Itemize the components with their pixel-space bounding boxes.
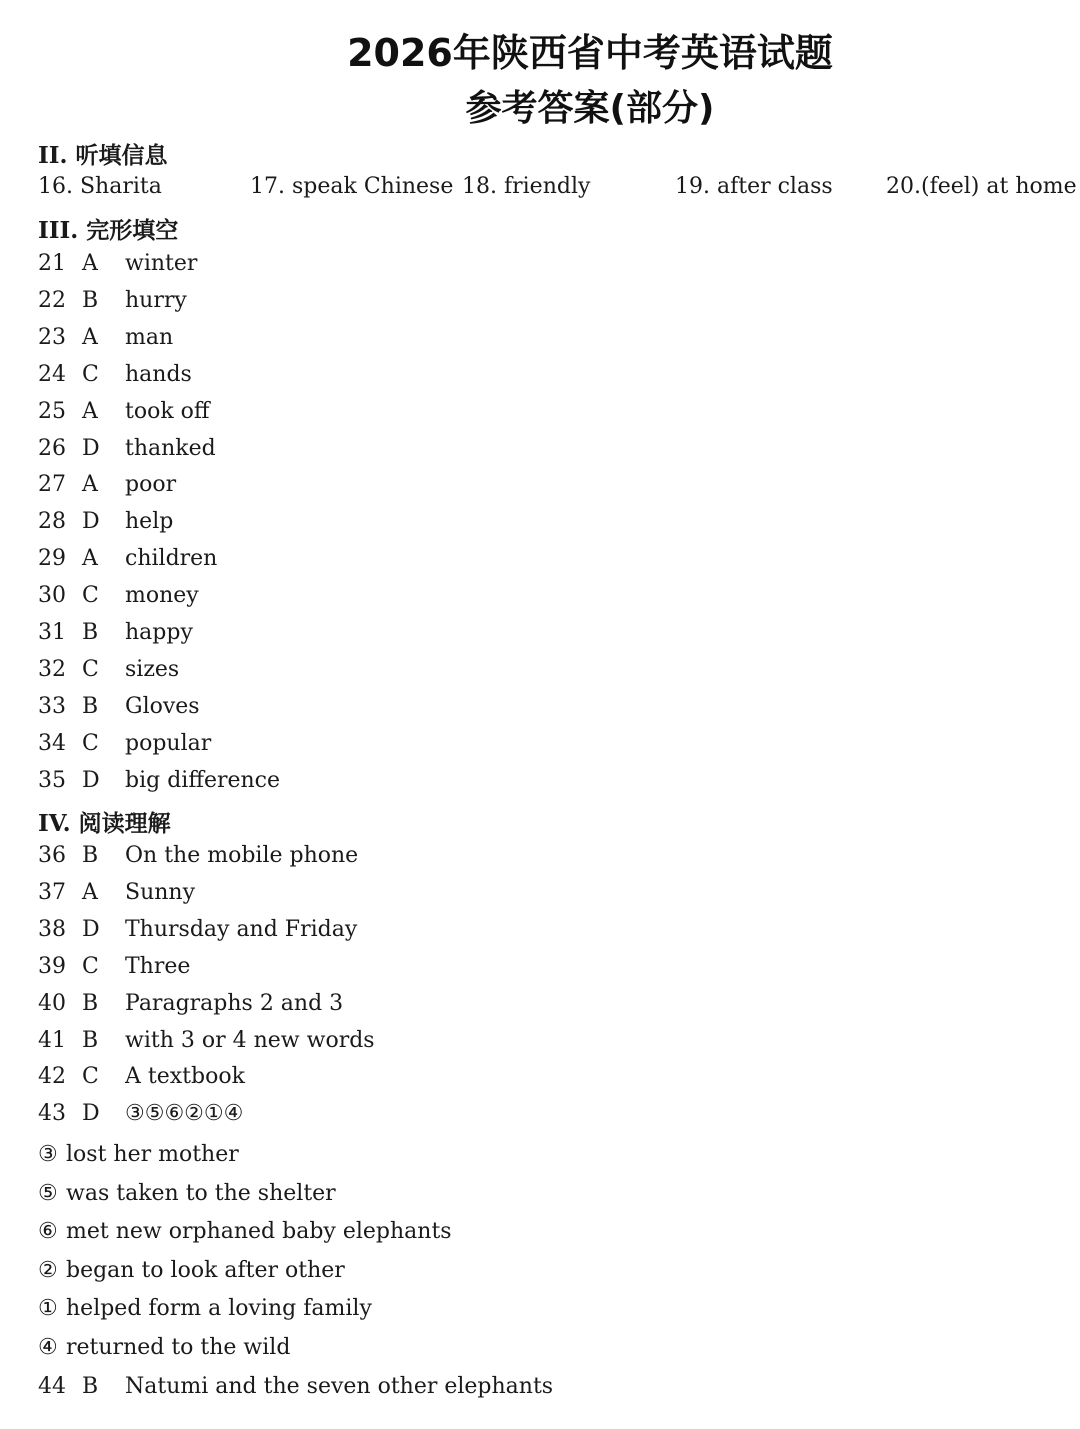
answer-letter: A (82, 472, 98, 498)
answer-text: hurry (125, 287, 187, 313)
listening-answer: 18. friendly (462, 174, 591, 199)
sequence-mark: ⑥ (38, 1219, 58, 1245)
answer-letter: D (82, 509, 100, 535)
question-number: 36 (38, 843, 66, 868)
answer-text: money (125, 583, 199, 609)
listening-answer: 19. after class (675, 174, 833, 199)
question-number: 38 (38, 916, 66, 942)
answer-letter: C (82, 361, 99, 387)
answer-text: Natumi and the seven other elephants (125, 1374, 554, 1399)
sequence-item (38, 1296, 372, 1321)
answer-letter: A (82, 879, 98, 905)
answer-text: Sunny (125, 879, 196, 905)
question-number: 24 (38, 361, 66, 387)
question-number: 23 (38, 324, 66, 350)
answer-letter: A (82, 251, 98, 276)
answer-text: thanked (125, 435, 216, 461)
answer-letter: A (82, 324, 98, 350)
question-number: 42 (38, 1064, 66, 1090)
sequence-item (38, 1219, 452, 1244)
answer-text: On the mobile phone (125, 843, 359, 868)
listening-answer: 17. speak Chinese (250, 174, 454, 199)
listening-answers (0, 174, 1080, 206)
answer-text: man (125, 324, 174, 350)
question-number: 33 (38, 693, 66, 719)
answer-letter: C (82, 953, 99, 979)
sequence-text: helped form a loving family (66, 1296, 372, 1322)
listening-answer: 20.(feel) at home (886, 174, 1077, 199)
answer-text: Thursday and Friday (125, 916, 358, 942)
question-number: 25 (38, 398, 66, 424)
answer-letter: C (82, 730, 99, 756)
question-number: 27 (38, 472, 66, 498)
question-number: 26 (38, 435, 66, 461)
sequence-text: returned to the wild (66, 1335, 291, 1360)
sequence-item (38, 1335, 290, 1360)
answer-letter: D (82, 1101, 100, 1127)
answer-letter: B (82, 287, 99, 313)
question-number: 22 (38, 287, 66, 313)
sequence-item (38, 1142, 239, 1167)
sequence-mark: ② (38, 1257, 58, 1283)
sequence-text: began to look after other (66, 1257, 345, 1283)
answer-letter: B (82, 620, 99, 645)
answer-text: Paragraphs 2 and 3 (125, 990, 344, 1016)
answer-text: sizes (125, 656, 180, 682)
sequence-text: lost her mother (66, 1142, 239, 1167)
answer-text: winter (125, 251, 198, 276)
question-number: 29 (38, 546, 66, 572)
question-number: 28 (38, 509, 66, 535)
question-number: 34 (38, 730, 66, 756)
listening-answer: 16. Sharita (38, 174, 162, 199)
answer-letter: C (82, 1064, 99, 1090)
sequence-item (38, 1258, 345, 1283)
answer-text: help (125, 509, 174, 535)
section-heading-reading: IV. 阅读理解 (38, 810, 171, 837)
answer-letter: C (82, 583, 99, 609)
sequence-mark: ③ (38, 1142, 58, 1167)
answer-letter: A (82, 546, 98, 572)
page-subtitle: 参考答案(部分) (465, 88, 715, 129)
question-number: 31 (38, 620, 66, 645)
sequence-mark: ⑤ (38, 1180, 58, 1206)
answer-text: took off (125, 398, 210, 424)
sequence-mark: ① (38, 1296, 58, 1322)
section-heading-cloze: III. 完形填空 (38, 217, 179, 244)
section-heading-listening: II. 听填信息 (38, 142, 168, 169)
question-number: 32 (38, 656, 66, 682)
sequence-text: met new orphaned baby elephants (66, 1219, 452, 1245)
answer-letter: B (82, 693, 99, 719)
answer-letter: B (82, 843, 99, 868)
question-number: 37 (38, 879, 66, 905)
answer-text: big difference (125, 767, 281, 793)
page-title: 2026年陕西省中考英语试题 (347, 31, 833, 75)
question-number: 40 (38, 990, 66, 1016)
sequence-item (38, 1181, 336, 1206)
question-number: 43 (38, 1101, 66, 1127)
answer-letter: B (82, 1374, 99, 1399)
question-number: 39 (38, 953, 66, 979)
answer-text: ③⑤⑥②①④ (125, 1101, 244, 1127)
answer-letter: C (82, 656, 99, 682)
answer-letter: B (82, 990, 99, 1016)
sequence-mark: ④ (38, 1335, 58, 1360)
question-number: 41 (38, 1027, 66, 1053)
answer-text: hands (125, 361, 192, 387)
answer-text: children (125, 546, 218, 572)
question-number: 35 (38, 767, 66, 793)
question-number: 44 (38, 1374, 66, 1399)
answer-text: A textbook (125, 1064, 245, 1090)
answer-letter: D (82, 767, 100, 793)
answer-text: poor (125, 472, 177, 498)
answer-text: with 3 or 4 new words (125, 1027, 375, 1053)
answer-text: Three (125, 953, 191, 979)
answer-text: popular (125, 730, 212, 756)
answer-letter: D (82, 435, 100, 461)
answer-letter: B (82, 1027, 99, 1053)
answer-letter: A (82, 398, 98, 424)
question-number: 30 (38, 583, 66, 609)
answer-text: Gloves (125, 693, 200, 719)
sequence-text: was taken to the shelter (66, 1180, 336, 1206)
question-number: 21 (38, 251, 66, 276)
answer-letter: D (82, 916, 100, 942)
answer-text: happy (125, 620, 193, 645)
